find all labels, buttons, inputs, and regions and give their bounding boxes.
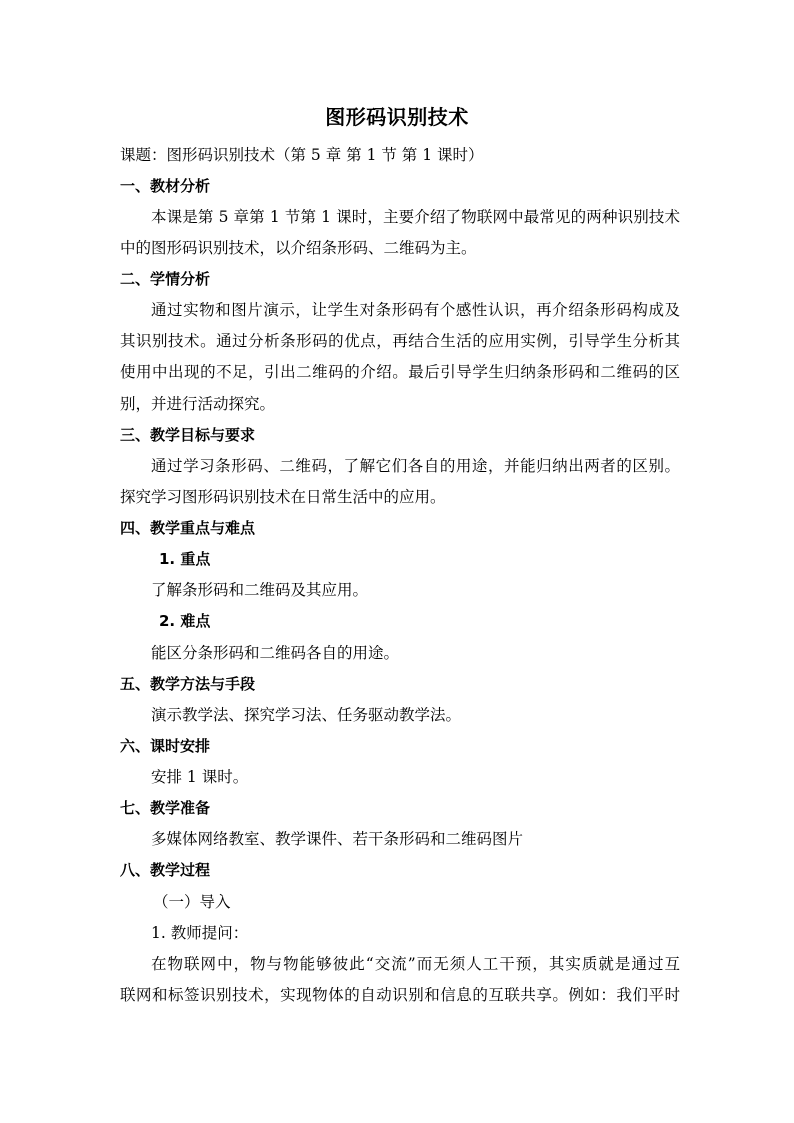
section-heading-teaching-methods: 五、教学方法与手段 [120,675,256,693]
paragraph-line: 演示教学法、探究学习法、任务驱动教学法。 [151,706,462,724]
paragraph-line: 本课是第 5 章第 1 节第 1 课时，主要介绍了物联网中最常见的两种识别技术 [151,208,680,226]
section-heading-textbook-analysis: 一、教材分析 [120,177,211,195]
paragraph-line: 中的图形码识别技术，以介绍条形码、二维码为主。 [120,239,477,257]
section-heading-student-analysis: 二、学情分析 [120,270,211,288]
paragraph-line: 其识别技术。通过分析条形码的优点，再结合生活的应用实例，引导学生分析其 [120,332,680,350]
section-heading-teaching-process: 八、教学过程 [120,861,211,879]
paragraph-line: 通过学习条形码、二维码，了解它们各自的用途，并能归纳出两者的区别。 [151,457,680,475]
paragraph-line: 通过实物和图片演示，让学生对条形码有个感性认识，再介绍条形码构成及 [151,301,680,319]
paragraph-line: 了解条形码和二维码及其应用。 [151,581,369,599]
section-heading-key-points: 四、教学重点与难点 [120,519,256,537]
paragraph-line: 联网和标签识别技术，实现物体的自动识别和信息的互联共享。例如：我们平时 [120,986,680,1004]
paragraph-line: 能区分条形码和二维码各自的用途。 [151,644,400,662]
paragraph-line: 安排 1 课时。 [151,768,249,786]
paragraph-line: 别，并进行活动探究。 [120,395,276,413]
section-heading-teaching-goals: 三、教学目标与要求 [120,426,256,444]
list-item: 1. 教师提问： [151,924,249,942]
document-title: 图形码识别技术 [325,105,469,129]
subheading-key-point: 1. 重点 [159,550,211,568]
paragraph-line: 探究学习图形码识别技术在日常生活中的应用。 [120,488,446,506]
subheading-difficulty: 2. 难点 [159,612,211,630]
paragraph-line: 使用中出现的不足，引出二维码的介绍。最后引导学生归纳条形码和二维码的区 [120,363,680,381]
paragraph-line: 在物联网中，物与物能够彼此“交流”而无须人工干预，其实质就是通过互 [151,955,680,973]
paragraph-line: 多媒体网络教室、教学课件、若干条形码和二维码图片 [151,830,524,848]
course-topic-line: 课题：图形码识别技术（第 5 章 第 1 节 第 1 课时） [120,146,484,164]
section-heading-preparation: 七、教学准备 [120,799,211,817]
section-heading-class-hours: 六、课时安排 [120,737,211,755]
subheading-introduction: （一）导入 [153,893,231,911]
